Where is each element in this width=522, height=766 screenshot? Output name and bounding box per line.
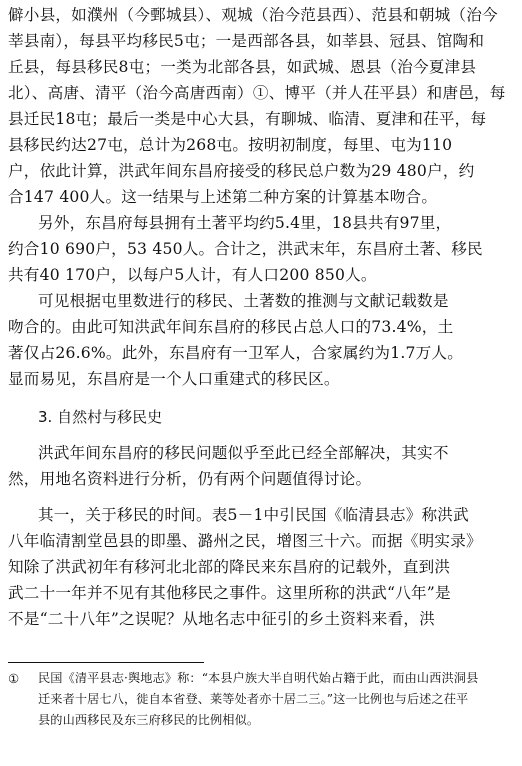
body-line: 户，依此计算，洪武年间东昌府接受的移民总户数为29 480户，约 xyxy=(8,162,475,180)
paragraph-line: 其一，关于移民的时间。表5－1中引民国《临清县志》称洪武 xyxy=(38,506,469,524)
paragraph-line: 不是“二十八年”之误呢？从地名志中征引的乡土资料来看，洪 xyxy=(8,610,435,628)
body-line: 县移民约达27屯，总计为268屯。按明初制度，每里、屯为110 xyxy=(8,136,453,154)
paragraph-line: 八年临清割堂邑县的即墨、潞州之民，增图三十六。而据《明实录》 xyxy=(8,532,482,550)
paragraph-line: 另外，东昌府每县拥有土著平均约5.4里，18县共有97里， xyxy=(38,214,452,232)
footnote-line: 民国《清平县志·舆地志》称：“本县户族大半自明代始占籍于此，而由山西洪洞县 xyxy=(38,671,479,685)
paragraph-line: 著仅占26.6%。此外，东昌府有一卫军人，合家属约为1.7万人。 xyxy=(8,344,463,362)
body-line: 合147 400人。这一结果与上述第二种方案的计算基本吻合。 xyxy=(8,188,438,206)
body-line: 县迁民18屯；最后一类是中心大县，有聊城、临清、夏津和茌平，每 xyxy=(8,110,487,128)
section-heading: 3. 自然村与移民史 xyxy=(38,408,163,426)
body-line: 莘县南），每县平均移民5屯；一是西部各县，如莘县、冠县、馆陶和 xyxy=(8,32,485,50)
body-line: 北）、高唐、清平（治今高唐西南）①、博平（并人茌平县）和唐邑，每 xyxy=(8,84,506,102)
paragraph-line: 约合10 690户，53 450人。合计之，洪武末年，东昌府土著、移民 xyxy=(8,240,483,258)
paragraph-line: 可见根据屯里数进行的移民、土著数的推测与文献记载数是 xyxy=(38,292,449,310)
paragraph-line: 知除了洪武初年有移河北北部的降民来东昌府的记载外，直到洪 xyxy=(8,558,451,576)
paragraph-line: 洪武年间东昌府的移民问题似乎至此已经全部解决，其实不 xyxy=(38,444,449,462)
paragraph-line: 共有40 170户，以每户5人计，有人口200 850人。 xyxy=(8,266,377,284)
footnote-divider xyxy=(8,662,204,663)
paragraph-line: 武二十一年并不见有其他移民之事件。这里所称的洪武“八年”是 xyxy=(8,584,451,602)
paragraph-line: 然，用地名资料进行分析，仍有两个问题值得讨论。 xyxy=(8,470,372,488)
footnote-marker: ① xyxy=(8,671,20,686)
paragraph-line: 显而易见，东昌府是一个人口重建式的移民区。 xyxy=(8,370,340,388)
paragraph-line: 吻合的。由此可知洪武年间东昌府的移民占总人口的73.4%，土 xyxy=(8,318,454,336)
footnote-line: 迁来者十居七八，徙自本省登、莱等处者亦十居二三。”这一比例也与后述之茌平 xyxy=(38,692,469,706)
footnote-line: 县的山西移民及东三府移民的比例相似。 xyxy=(38,713,260,727)
body-line: 僻小县，如濮州（今鄄城县）、观城（治今范县西）、范县和朝城（治今 xyxy=(8,6,498,24)
body-line: 丘县，每县移民8屯；一类为北部各县，如武城、恩县（治今夏津县 xyxy=(8,58,477,76)
